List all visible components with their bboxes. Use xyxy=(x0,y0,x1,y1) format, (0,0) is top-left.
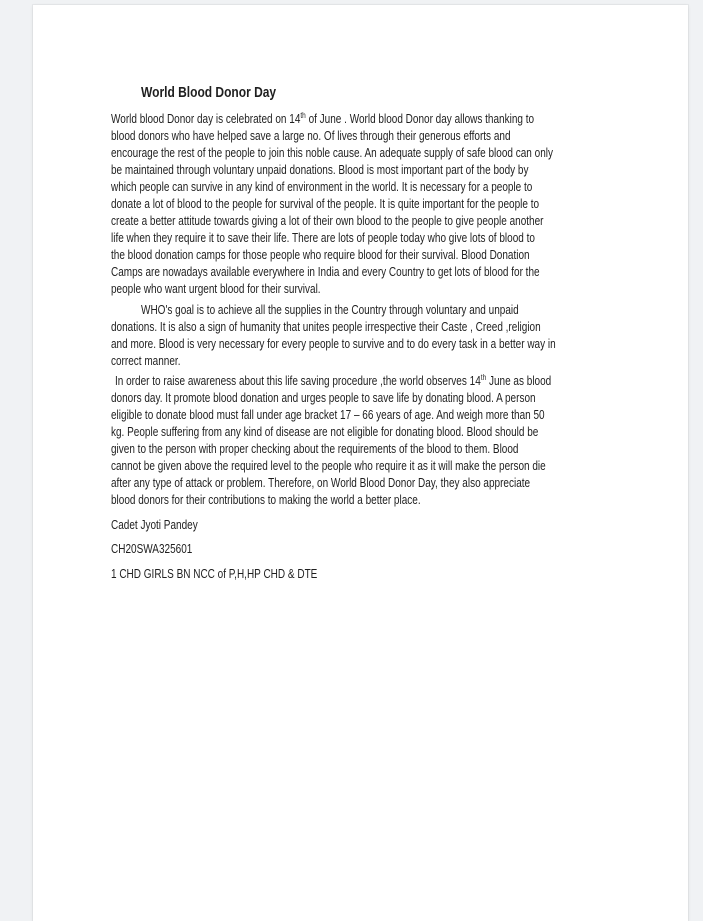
text-block xyxy=(111,84,608,583)
text-line: blood donors for their contributions to making the world a better place. xyxy=(111,493,421,507)
text-line: encourage the rest of the people to join this noble cause. An adequate supply of safe blood can only xyxy=(111,146,553,160)
text-line: donate a lot of blood to the people for survival of the people. It is quite important for the people to xyxy=(111,197,540,211)
text-line: which people can survive in any kind of environment in the world. It is necessary for a people to xyxy=(111,180,533,194)
text-line: create a better attitude towards giving a lot of their own blood to the people to give people another xyxy=(111,214,544,228)
text-line: Camps are nowadays available everywhere in India and every Country to get lots of blood for the xyxy=(111,265,540,279)
signature-unit: 1 CHD GIRLS BN NCC of P,H,HP CHD & DTE xyxy=(111,566,318,581)
text-line: kg. People suffering from any kind of disease are not eligible for donating blood. Blood should be xyxy=(111,425,539,439)
text-line: WHO's goal is to achieve all the supplies in the Country through voluntary and unpaid xyxy=(141,302,519,317)
paragraphs-container xyxy=(111,111,608,509)
text-line: eligible to donate blood must fall under age bracket 17 – 66 years of age. And weigh more than 50 xyxy=(111,408,545,422)
document-title: World Blood Donor Day xyxy=(141,84,277,101)
paragraph xyxy=(111,302,608,370)
text-line: donors day. It promote blood donation and urges people to save life by donating blood. A person xyxy=(111,391,536,405)
text-line: World blood Donor day is celebrated on 14th of June . World blood Donor day allows thanking to xyxy=(111,110,535,126)
paragraph xyxy=(111,373,608,509)
text-line: after any type of attack or problem. Therefore, on World Blood Donor Day, they also appreciate xyxy=(111,476,531,490)
document-page xyxy=(33,5,688,921)
text-line: donations. It is also a sign of humanity that unites people irrespective their Caste , Creed ,religion xyxy=(111,319,541,334)
text-line: and more. Blood is very necessary for every people to survive and to do every task in a better way in xyxy=(111,336,556,351)
signature-block xyxy=(111,517,608,583)
paragraph xyxy=(111,111,608,298)
signature-id: CH20SWA325601 xyxy=(111,542,193,556)
text-line: life when they require it to save their life. There are lots of people today who give lots of blood to xyxy=(111,231,535,245)
text-line: In order to raise awareness about this life saving procedure ,the world observes 14th June as blood xyxy=(115,372,552,388)
text-line: given to the person with proper checking about the requirements of the blood to them. Blood xyxy=(111,442,519,456)
text-line: blood donors who have helped save a large no. Of lives through their generous efforts and xyxy=(111,129,511,143)
text-line: cannot be given above the required level to the people who require it as it will make the person die xyxy=(111,459,546,473)
text-line: the blood donation camps for those people who require blood for their survival. Blood Donation xyxy=(111,248,530,262)
signature-author: Cadet Jyoti Pandey xyxy=(111,517,198,532)
text-line: people who want urgent blood for their survival. xyxy=(111,282,321,296)
text-line: correct manner. xyxy=(111,353,181,368)
page-content xyxy=(33,5,688,583)
text-line: be maintained through voluntary unpaid donations. Blood is most important part of the body by xyxy=(111,163,529,177)
